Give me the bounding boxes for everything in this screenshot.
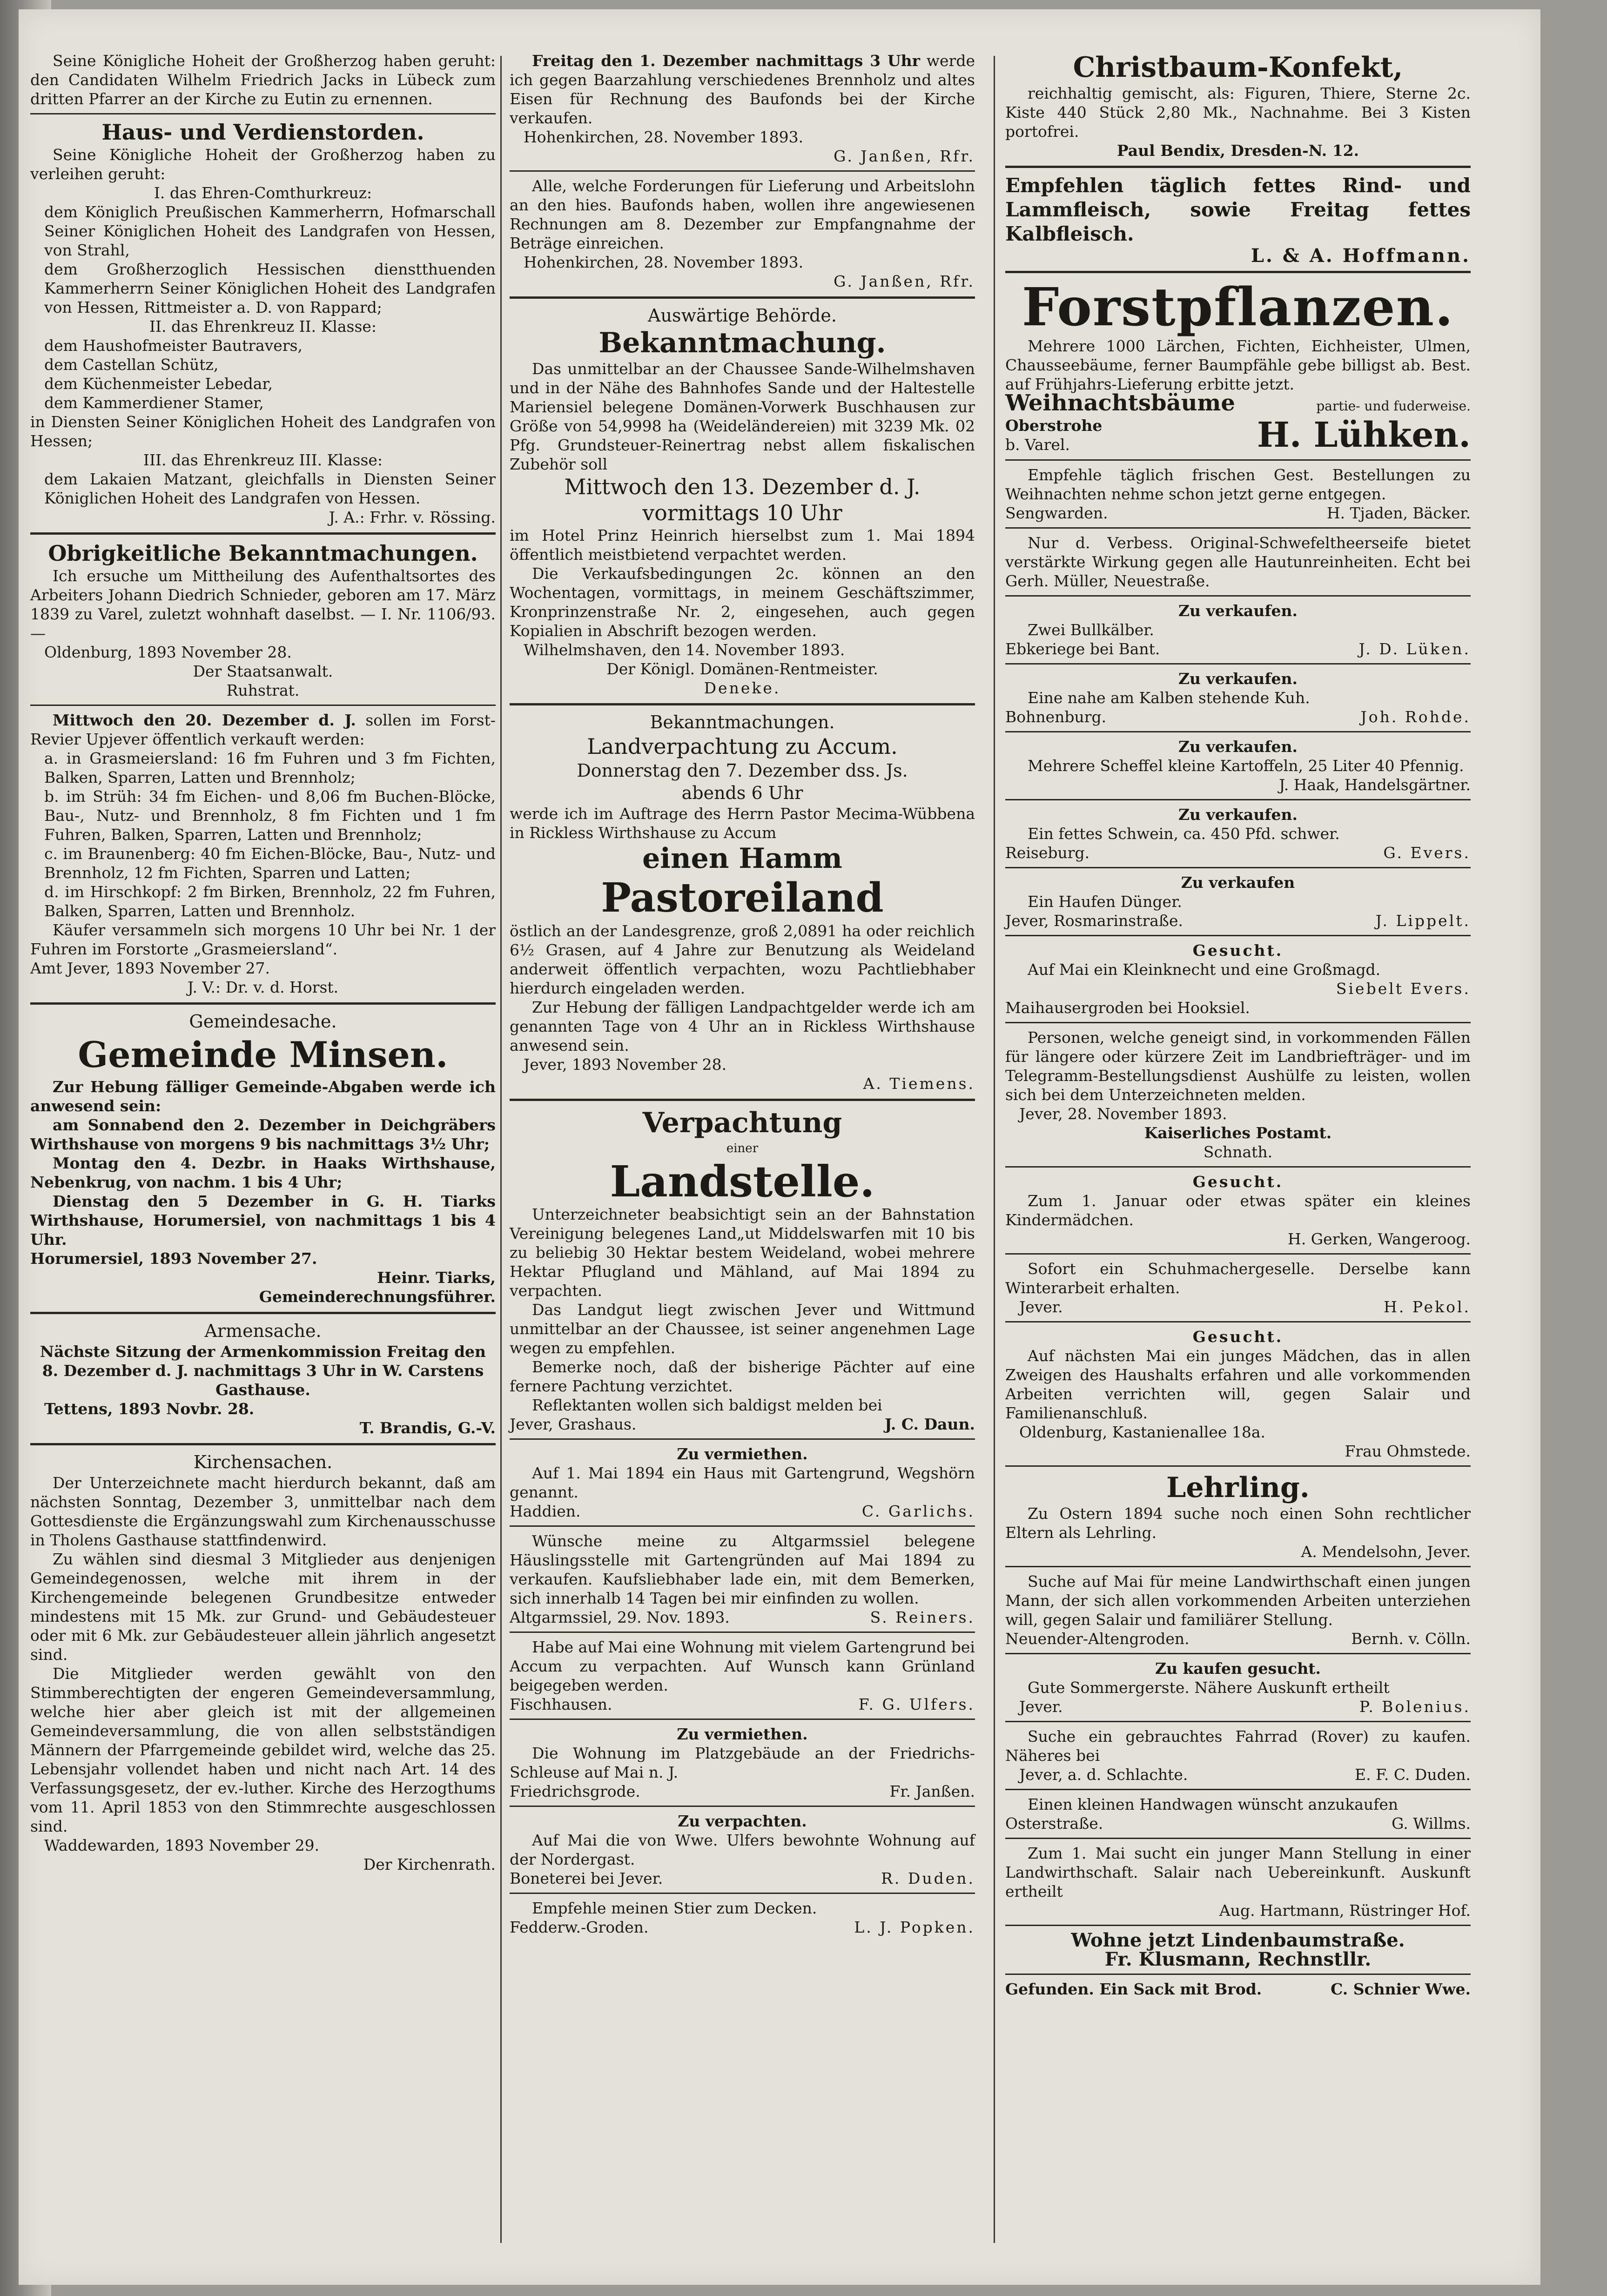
headline: Wohne jetzt Lindenbaumstraße. [1071, 1929, 1405, 1951]
signature: Frau Ohmstede. [1345, 1442, 1471, 1460]
text: Zu wählen sind diesmal 3 Mitglieder aus denjenigen Gemeindegenossen, welche mit ihrem in der Kirchengemeinde belegenen Grundbesitze entweder mindestens mit 15 Mk. zur Grund- und Gebäudesteuer oder mit 6 Mk. zur Gebäudesteuer allein jährlich angesetzt sind. [30, 1550, 496, 1664]
place: Fischhausen. [510, 1695, 612, 1713]
place: Altgarmssiel, 29. Nov. 1893. [510, 1608, 730, 1626]
divider [1005, 1838, 1471, 1839]
text: a. in Grasmeiersland: 16 fm Fuhren und 3 fm Fichten, Balken, Sparren, Latten und Brennholz; [44, 749, 496, 786]
text: am Sonnabend den 2. Dezember in Deichgräbers Wirthshause von morgens 9 bis nachmittags 3½ Uhr; [30, 1116, 496, 1153]
text: dem Kammerdiener Stamer, [44, 394, 264, 412]
text: Nächste Sitzung der Armenkommission Freitag den 8. Dezember d. J. nachmittags 3 Uhr in W. Carstens Gasthause. [40, 1343, 486, 1399]
divider [510, 703, 975, 705]
divider [1005, 1166, 1471, 1168]
place: Jever, Grashaus. [510, 1415, 637, 1433]
dateline: Jever, 1893 November 28. [524, 1055, 727, 1074]
section-label: Gesucht. [1192, 1328, 1284, 1346]
text: Montag den 4. Dezbr. in Haaks Wirthshause, Nebenkrug, von nachm. 1 bis 4 Uhr; [30, 1154, 496, 1191]
signature: Fr. Klusmann, Rechnstllr. [1104, 1948, 1372, 1970]
section-label: Zu verkaufen. [1178, 806, 1298, 824]
text: werde ich im Auftrage des Herrn Pastor Mecima-Wübbena in Rickless Wirthshause zu Accum [510, 805, 975, 842]
divider [1005, 1925, 1471, 1926]
text: Dienstag den 5 Dezember in G. H. Tiarks Wirthshause, Horumersiel, von nachmittags 1 bis 4 Uhr. [30, 1192, 496, 1249]
lead: Freitag den 1. Dezember nachmittags 3 Uhr [532, 52, 920, 70]
headline: Landverpachtung zu Accum. [587, 734, 898, 759]
signature: Der Königl. Domänen-Rentmeister. [606, 660, 878, 678]
text: Zu Ostern 1894 suche noch einen Sohn rechtlicher Eltern als Lehrling. [1005, 1504, 1471, 1542]
dateline: Hohenkirchen, 28. November 1893. [524, 253, 804, 271]
divider [510, 1806, 975, 1807]
text: Empfehle meinen Stier zum Decken. [532, 1899, 817, 1917]
text: Unterzeichneter beabsichtigt sein an der Bahnstation Vereinigung belegenes Land„ut Middelswarfen mit 10 bis zu beliebig 30 Hektar bestem Weideland, wobei mehrere Hektar Pflugland und Mähland, auf Mai 1894 zu verpachten. [510, 1205, 975, 1300]
text: Personen, welche geneigt sind, in vorkommenden Fällen für längere oder kürzere Zeit im Landbriefträger- und im Telegramm-Bestellungsdienst Aushülfe zu leisten, wollen sich bei dem Unterzeichneten melden. [1005, 1028, 1471, 1104]
notice-pastor: Seine Königliche Hoheit der Großherzog haben geruht: den Candidaten Wilhelm Friedrich Jacks in Lübeck zum dritten Pfarrer an der Kirche zu Eutin zu ernennen. [30, 52, 496, 108]
signature: J. D. Lüken. [1358, 640, 1471, 658]
place: Jever. [1019, 1698, 1063, 1716]
signature: Paul Bendix, Dresden-N. 12. [1116, 141, 1359, 160]
divider [1005, 1653, 1471, 1654]
signature: Aug. Hartmann, Rüstringer Hof. [1219, 1901, 1471, 1920]
text: Auf Mai die von Wwe. Ulfers bewohnte Wohnung auf der Nordergast. [510, 1831, 975, 1868]
text: Habe auf Mai eine Wohnung mit vielem Gartengrund bei Accum zu verpachten. Auf Wunsch kann Grünland beigegeben werden. [510, 1638, 975, 1694]
place: Jever, Rosmarinstraße. [1005, 912, 1183, 930]
signature: H. Gerken, Wangeroog. [1288, 1230, 1471, 1248]
text: reichhaltig gemischt, als: Figuren, Thiere, Sterne 2c. Kiste 440 Stück 2,80 Mk., Nachnahme. Bei 3 Kisten portofrei. [1005, 84, 1471, 141]
section-label: Zu verkaufen. [1178, 738, 1298, 756]
signature: Joh. Rohde. [1360, 708, 1471, 726]
section-label: Armensache. [204, 1321, 322, 1341]
signature: A. Tiemens. [863, 1074, 975, 1093]
text: Auf nächsten Mai ein junges Mädchen, das in allen Zweigen des Haushalts erfahren und alle vorkommenden Arbeiten verrichten will, gegen Salair und Familienanschluß. [1005, 1347, 1471, 1422]
divider [1005, 1566, 1471, 1567]
text: in Diensten Seiner Königlichen Hoheit des Landgrafen von Hessen; [30, 413, 496, 450]
section-label: Gesucht. [1192, 941, 1284, 960]
text: dem Küchenmeister Lebedar, [44, 375, 273, 393]
signature: C. Garlichs. [861, 1502, 975, 1520]
signature: G. Evers. [1383, 844, 1471, 862]
text: Zwei Bullkälber. [1028, 621, 1154, 639]
divider [1005, 1022, 1471, 1023]
divider [1005, 166, 1471, 168]
divider [30, 705, 496, 706]
headline: Gemeinde Minsen. [78, 1034, 448, 1075]
signature: G. Janßen, Rfr. [834, 272, 975, 290]
signature: Siebelt Evers. [1336, 980, 1471, 998]
signature: E. F. C. Duden. [1355, 1766, 1471, 1784]
text: Mehrere Scheffel kleine Kartoffeln, 25 Liter 40 Pfennig. [1028, 757, 1464, 775]
column-2 [510, 51, 975, 1937]
text: Wünsche meine zu Altgarmssiel belegene Häuslingsstelle mit Gartengründen auf Mai 1894 zu verkaufen. Kaufsliebhaber lade ein, mit dem Bemerken, sich innerhalb 14 Tagen bei mir einfinden zu wollen. [510, 1532, 975, 1607]
divider [510, 170, 975, 172]
divider [1005, 527, 1471, 529]
text: Empfehle täglich frischen Gest. Bestellungen zu Weihnachten nehme schon jetzt gerne entgegen. [1005, 466, 1471, 503]
text: Suche auf Mai für meine Landwirthschaft einen jungen Mann, der sich allen vorkommenden Arbeiten unterziehen will, gegen Salair und familiärer Stellung. [1005, 1572, 1471, 1629]
text: Zum 1. Januar oder etwas später ein kleines Kindermädchen. [1005, 1192, 1471, 1229]
section-label: Kirchensachen. [193, 1452, 333, 1472]
signature: T. Brandis, G.-V. [359, 1419, 496, 1437]
text: dem Castellan Schütz, [44, 356, 219, 374]
text: Ein fettes Schwein, ca. 450 Pfd. schwer. [1028, 825, 1340, 843]
signature: Gemeinderechnungsführer. [259, 1288, 496, 1306]
text: Die Mitglieder werden gewählt von den Stimmberechtigten der engeren Gemeindeversammlung, welche hier aber gleich ist mit der allgemeinen Gemeindeversammlung, die von allen selbstständigen Männern der Pfarrgemeinde gebildet wird, welche das 25. Lebensjahr vollendet haben und nicht nach Art. 14 des Verfassungsgesetz, der ev.-luther. Kirche des Herzogthums vom 11. April 1853 von den Stimmrechte ausgeschlossen sind. [30, 1665, 496, 1835]
divider [1005, 1789, 1471, 1790]
divider [1005, 271, 1471, 273]
signature: J. Lippelt. [1375, 912, 1471, 930]
section-label: Zu verkaufen. [1178, 670, 1298, 688]
divider [30, 1002, 496, 1005]
text: II. das Ehrenkreuz II. Klasse: [149, 317, 377, 336]
text: Das Landgut liegt zwischen Jever und Wittmund unmittelbar an der Chaussee, ist seiner angenehmen Lage wegen zu empfehlen. [510, 1301, 975, 1357]
divider [30, 113, 496, 114]
text: dem Lakaien Matzant, gleichfalls in Diensten Seiner Königlichen Hoheit des Landgrafen von Hessen. [44, 470, 496, 507]
text: Ein Haufen Dünger. [1028, 893, 1182, 911]
divider [30, 1312, 496, 1314]
column-3 [1005, 51, 1471, 1999]
text: Die Wohnung im Platzgebäude an der Friedrichs-Schleuse auf Mai n. J. [510, 1744, 975, 1781]
divider [1005, 1465, 1471, 1467]
place: Jever, a. d. Schlachte. [1019, 1766, 1188, 1784]
divider [510, 296, 975, 299]
text: Auf Mai ein Kleinknecht und eine Großmagd. [1028, 960, 1381, 979]
signature: J. A.: Frhr. v. Rössing. [329, 508, 496, 526]
text: Reflektanten wollen sich baldigst melden bei [532, 1396, 882, 1414]
section-label: Auswärtige Behörde. [648, 305, 837, 326]
text: im Hotel Prinz Heinrich hierselbst zum 1. Mai 1894 öffentlich meistbietend verpachtet werden. [510, 526, 975, 564]
place: Boneterei bei Jever. [510, 1869, 663, 1887]
text: I. das Ehren-Comthurkreuz: [154, 184, 372, 202]
text: Zum 1. Mai sucht ein junger Mann Stellung in einer Landwirthschaft. Salair nach Uebereinkunft. Auskunft ertheilt [1005, 1844, 1471, 1900]
signature: H. Tjaden, Bäcker. [1326, 504, 1471, 522]
signature: Bernh. v. Cölln. [1351, 1630, 1471, 1648]
divider [1005, 663, 1471, 665]
section-label: Zu vermiethen. [677, 1445, 808, 1463]
section-label: Zu vermiethen. [677, 1725, 808, 1743]
signature: L. & A. Hoffmann. [1251, 245, 1471, 267]
dateline: Oldenburg, 1893 November 28. [44, 643, 292, 661]
dateline: Wilhelmshaven, den 14. November 1893. [524, 641, 845, 659]
column-rule-1 [500, 56, 502, 2243]
section-label: Bekanntmachungen. [650, 712, 835, 732]
place: Osterstraße. [1005, 1814, 1103, 1833]
headline: Verpachtung [642, 1107, 842, 1139]
divider [510, 1099, 975, 1101]
place: Sengwarden. [1005, 504, 1108, 522]
divider [1005, 935, 1471, 936]
text: Bemerke noch, daß der bisherige Pächter auf eine fernere Pachtung verzichtet. [510, 1358, 975, 1395]
signature-large: H. Lühken. [1257, 415, 1471, 455]
signature: J. C. Daun. [884, 1415, 975, 1433]
text: b. im Strüh: 34 fm Eichen- und 8,06 fm Buchen-Blöcke, Bau-, Nutz- und Brennholz, 8 fm Fichten und 1 fm Fuhren, Balken, Sparren, Latten und Brennholz; [44, 787, 496, 844]
text: Seine Königliche Hoheit der Großherzog haben zu verleihen geruht: [30, 146, 496, 183]
text: Nur d. Verbess. Original-Schwefeltheerseife bietet verstärkte Wirkung gegen alle Hautunreinheiten. Echt bei Gerh. Müller, Neuestraße. [1005, 534, 1471, 590]
signature: Kaiserliches Postamt. [1144, 1124, 1332, 1142]
headline: Bekanntmachung. [598, 327, 886, 359]
lead: Mittwoch den 20. Dezember d. J. [53, 711, 356, 729]
section-label: Zu verkaufen. [1178, 602, 1298, 620]
divider [30, 1443, 496, 1445]
text: Gute Sommergerste. Nähere Auskunft ertheilt [1028, 1678, 1390, 1697]
text: Zur Hebung fälliger Gemeinde-Abgaben werde ich anwesend sein: [30, 1078, 496, 1115]
divider [510, 1893, 975, 1894]
divider [1005, 595, 1471, 597]
headline: Christbaum-Konfekt, [1073, 51, 1403, 84]
signature: Deneke. [704, 679, 781, 697]
divider [510, 1719, 975, 1720]
place: Bohnenburg. [1005, 708, 1107, 726]
text-small: einer [726, 1141, 759, 1155]
dateline: Horumersiel, 1893 November 27. [30, 1249, 317, 1268]
section-label: Zu verkaufen [1181, 873, 1295, 892]
text: dem Königlich Preußischen Kammerherrn, Hofmarschall Seiner Königlichen Hoheit des Landgrafen von Hessen, von Strahl, [44, 203, 496, 259]
place: b. Varel. [1005, 436, 1070, 454]
divider [1005, 1721, 1471, 1722]
signature: Ruhstrat. [226, 681, 300, 699]
text: c. im Braunenberg: 40 fm Eichen-Blöcke, Bau-, Nutz- und Brennholz, 12 fm Fichten, Sparren und Latten; [44, 845, 496, 882]
section-title-obrig: Obrigkeitliche Bekanntmachungen. [48, 541, 478, 566]
place: Maihausergroden bei Hooksiel. [1005, 999, 1250, 1017]
text: Mehrere 1000 Lärchen, Fichten, Eichheister, Ulmen, Chausseebäume, ferner Baumpfähle gebe billigst ab. Best. auf Frühjahrs-Lieferung erbitte jetzt. [1005, 337, 1471, 393]
text: sollen im Forst-Revier Upjever öffentlich verkauft werden: [30, 711, 496, 748]
text: östlich an der Landesgrenze, groß 2,0891 ha oder reichlich 6½ Grasen, auf 4 Jahre zur Benutzung als Weideland anderweit öffentlich verpachten, wozu Pachtliebhaber hierdurch eingeladen werden. [510, 922, 975, 997]
section-title-orden: Haus- und Verdienstorden. [101, 120, 424, 145]
divider [510, 1438, 975, 1440]
text: dem Haushofmeister Bautravers, [44, 336, 303, 355]
signature: Der Staatsanwalt. [193, 662, 333, 680]
headline-large: Forstpflanzen. [1022, 277, 1454, 338]
section-label: Gemeindesache. [189, 1011, 337, 1032]
signature: Heinr. Tiarks, [377, 1269, 496, 1287]
text: d. im Hirschkopf: 2 fm Birken, Brennholz, 22 fm Fuhren, Balken, Sparren, Latten und Brennholz. [44, 883, 496, 920]
section-label: Gesucht. [1192, 1173, 1284, 1191]
signature: Der Kirchenrath. [363, 1855, 496, 1873]
divider [510, 1525, 975, 1527]
signature: R. Duden. [881, 1869, 975, 1887]
signature: C. Schnier Wwe. [1331, 1980, 1471, 1998]
place: Neuender-Altengroden. [1005, 1630, 1190, 1648]
divider [510, 1631, 975, 1633]
text: Auf 1. Mai 1894 ein Haus mit Gartengrund, Wegshörn genannt. [510, 1464, 975, 1501]
column-1 [30, 51, 496, 1874]
dateline: Waddewarden, 1893 November 29. [44, 1836, 320, 1854]
signature: P. Bolenius. [1359, 1698, 1471, 1716]
signature: S. Reiners. [870, 1608, 975, 1626]
place: Oberstrohe [1005, 416, 1103, 435]
divider [30, 532, 496, 535]
place: Fedderw.-Groden. [510, 1918, 649, 1936]
signature: L. J. Popken. [854, 1918, 975, 1936]
text: Ich ersuche um Mittheilung des Aufenthaltsortes des Arbeiters Johann Diedrich Schnieder, geboren am 17. März 1839 zu Varel, zuletzt wohnhaft daselbst. — I. Nr. 1106/93. — [30, 567, 496, 642]
signature: H. Pekol. [1384, 1298, 1471, 1316]
text: Alle, welche Forderungen für Lieferung und Arbeitslohn an den hies. Baufonds haben, wollen ihre angewiesenen Rechnungen am 8. Dezember zur Empfangnahme der Beträge einreichen. [510, 177, 975, 252]
text: Eine nahe am Kalben stehende Kuh. [1028, 689, 1310, 707]
place: Haddien. [510, 1502, 581, 1520]
text: dem Großherzoglich Hessischen dienstthuenden Kammerherrn Seiner Königlichen Hoheit des Landgrafen von Hessen, Rittmeister a. D. von Rappard; [44, 260, 496, 316]
text: Das unmittelbar an der Chaussee Sande-Wilhelmshaven und in der Nähe des Bahnhofes Sande und der Haltestelle Mariensiel belegene Domänen-Vorwerk Buschhausen zur Größe von 54,9998 ha (Weideländereien) mit 3239 Mk. 02 Pfg. Grundsteuer-Reinertrag nebst allem fiskalischen Zubehör soll [510, 360, 975, 473]
text: werde ich gegen Baarzahlung verschiedenes Brennholz und altes Eisen für Rechnung des Baufonds bei der Kirche verkaufen. [510, 52, 975, 127]
text: Der Unterzeichnete macht hierdurch bekannt, daß am nächsten Sonntag, Dezember 3, unmittelbar nach dem Gottesdienste die Ergänzungswahl zum Kirchenausschusse in Tholens Gasthause stattfindenwird. [30, 1474, 496, 1549]
headline: Weihnachtsbäume [1005, 390, 1235, 416]
place: Ebkeriege bei Bant. [1005, 640, 1160, 658]
text: Käufer versammeln sich morgens 10 Uhr bei Nr. 1 der Fuhren im Forstorte „Grasmeiersland“. [30, 921, 496, 958]
divider [1005, 1321, 1471, 1323]
dateline: Jever, 28. November 1893. [1019, 1105, 1227, 1123]
signature: F. G. Ulfers. [858, 1695, 975, 1713]
place: Oldenburg, Kastanienallee 18a. [1019, 1423, 1266, 1441]
divider [1005, 799, 1471, 800]
time-line: abends 6 Uhr [681, 783, 803, 803]
section-label: Zu kaufen gesucht. [1155, 1659, 1321, 1678]
signature: J. Haak, Handelsgärtner. [1279, 776, 1471, 794]
signature: Schnath. [1203, 1143, 1273, 1161]
column-rule-2 [994, 56, 995, 2243]
headline: Lehrling. [1166, 1471, 1310, 1504]
text: Die Verkaufsbedingungen 2c. können an den Wochentagen, vormittags, in meinem Geschäftszimmer, Kronprinzenstraße Nr. 2, eingesehen, auch gegen Kopialien in Abschrift bezogen werden. [510, 564, 975, 640]
place: Jever. [1019, 1298, 1063, 1316]
text-large: Empfehlen täglich fettes Rind- und Lammfleisch, sowie Freitag fettes Kalbfleisch. [1005, 174, 1471, 245]
signature: A. Mendelsohn, Jever. [1301, 1543, 1471, 1561]
date-line: Mittwoch den 13. Dezember d. J. [564, 474, 921, 499]
section-label: Zu verpachten. [678, 1812, 807, 1830]
divider [1005, 1253, 1471, 1255]
divider [1005, 1974, 1471, 1975]
text: Gefunden. Ein Sack mit Brod. [1005, 1980, 1262, 1998]
place: Reiseburg. [1005, 844, 1090, 862]
date-line: Donnerstag den 7. Dezember dss. Js. [577, 760, 908, 781]
text: Suche ein gebrauchtes Fahrrad (Rover) zu kaufen. Näheres bei [1005, 1727, 1471, 1765]
text: Einen kleinen Handwagen wünscht anzukaufen [1028, 1795, 1399, 1813]
text: III. das Ehrenkreuz III. Klasse: [143, 451, 383, 469]
time-line: vormittags 10 Uhr [642, 500, 842, 525]
text: Sofort ein Schuhmachergeselle. Derselbe kann Winterarbeit erhalten. [1005, 1260, 1471, 1297]
headline-large: Landstelle. [610, 1156, 875, 1207]
signature: Fr. Janßen. [889, 1782, 975, 1800]
headline-large: Pastoreiland [601, 874, 884, 921]
signature: G. Janßen, Rfr. [834, 147, 975, 165]
signature: G. Willms. [1392, 1814, 1471, 1833]
text: Zur Hebung der fälligen Landpachtgelder werde ich am genannten Tage von 4 Uhr an in Rickless Wirthshause anwesend sein. [510, 998, 975, 1054]
divider [1005, 867, 1471, 868]
divider [1005, 731, 1471, 732]
text-small: partie- und fuderweise. [1316, 398, 1471, 414]
dateline: Tettens, 1893 Novbr. 28. [44, 1400, 255, 1418]
divider [1005, 459, 1471, 461]
signature: J. V.: Dr. v. d. Horst. [187, 978, 339, 996]
place: Friedrichsgrode. [510, 1782, 640, 1800]
dateline: Hohenkirchen, 28. November 1893. [524, 128, 804, 146]
dateline: Amt Jever, 1893 November 27. [30, 959, 270, 977]
subheadline: einen Hamm [642, 842, 842, 875]
